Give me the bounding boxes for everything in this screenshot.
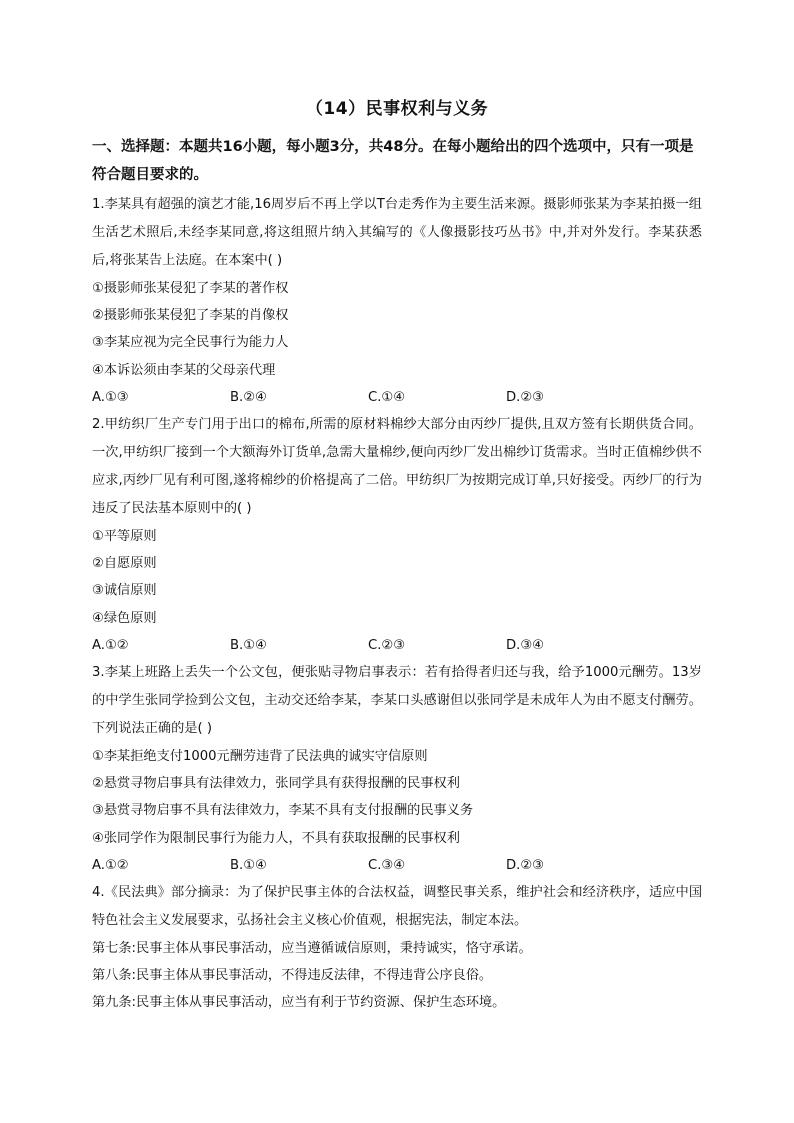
option-c: C.②③ bbox=[368, 637, 406, 653]
question-item: ②悬赏寻物启事具有法律效力，张同学具有获得报酬的民事权利 bbox=[92, 776, 460, 792]
answer-options bbox=[92, 852, 702, 879]
question-item: ④本诉讼须由李某的父母亲代理 bbox=[92, 362, 276, 378]
option-b: B.①④ bbox=[230, 857, 267, 873]
law-article: 第九条:民事主体从事民事活动，应当有利于节约资源、保护生态环境。 bbox=[92, 995, 506, 1011]
question-3 bbox=[92, 659, 702, 879]
question-item: ②自愿原则 bbox=[92, 556, 157, 572]
question-stem: 3.李某上班路上丢失一个公文包，便张贴寻物启事表示：若有拾得者归还与我，给予1000元酬劳。13岁的中学生张同学捡到公文包，主动交还给李某，李某口头感谢但以张同学是未成年人为由不愿支付酬劳。下列说法正确的是( ) bbox=[92, 665, 702, 737]
question-4 bbox=[92, 879, 702, 1017]
question-item: ④绿色原则 bbox=[92, 610, 157, 626]
question-item: ③李某应视为完全民事行为能力人 bbox=[92, 335, 289, 351]
option-b: B.①④ bbox=[230, 637, 267, 653]
option-d: D.②③ bbox=[506, 857, 544, 873]
option-d: D.③④ bbox=[506, 637, 544, 653]
answer-options bbox=[92, 632, 702, 659]
question-item: ③诚信原则 bbox=[92, 583, 157, 599]
option-a: A.①② bbox=[92, 857, 129, 873]
option-c: C.①④ bbox=[368, 389, 406, 405]
question-item: ①摄影师张某侵犯了李某的著作权 bbox=[92, 281, 289, 296]
option-d: D.②③ bbox=[506, 389, 544, 405]
option-b: B.②④ bbox=[230, 389, 267, 405]
page-title: （14）民事权利与义务 bbox=[305, 99, 489, 119]
section-heading: 一、选择题：本题共16小题，每小题3分，共48分。在每小题给出的四个选项中，只有一项是符合题目要求的。 bbox=[92, 139, 694, 183]
question-item: ①李某拒绝支付1000元酬劳违背了民法典的诚实守信原则 bbox=[92, 749, 428, 765]
question-stem: 1.李某具有超强的演艺才能,16周岁后不再上学以T台走秀作为主要生活来源。摄影师张某为李某拍摄一组生活艺术照后,未经李某同意,将这组照片纳入其编写的《人像摄影技巧丛书》中,并对外发行。李某获悉后,将张某告上法庭。在本案中( ) bbox=[92, 197, 702, 268]
law-article: 第七条:民事主体从事民事活动，应当遵循诚信原则，秉持诚实，恪守承诺。 bbox=[92, 941, 532, 957]
law-article: 第八条:民事主体从事民事活动，不得违反法律，不得违背公序良俗。 bbox=[92, 968, 493, 984]
question-1 bbox=[92, 191, 702, 411]
question-item: ①平等原则 bbox=[92, 529, 157, 545]
option-a: A.①③ bbox=[92, 389, 129, 405]
question-stem: 4.《民法典》部分摘录：为了保护民事主体的合法权益，调整民事关系，维护社会和经济秩序，适应中国特色社会主义发展要求，弘扬社会主义核心价值观，根据宪法，制定本法。 bbox=[92, 885, 702, 929]
question-stem: 2.甲纺织厂生产专门用于出口的棉布,所需的原材料棉纱大部分由丙纱厂提供,且双方签有长期供货合同。一次,甲纺织厂接到一个大额海外订货单,急需大量棉纱,便向丙纱厂发出棉纱订货需求。当时正值棉纱供不应求,丙纱厂见有利可图,遂将棉纱的价格提高了二倍。甲纺织厂为按期完成订单,只好接受。丙纱厂的行为违反了民法基本原则中的( ) bbox=[92, 417, 702, 517]
question-2 bbox=[92, 411, 702, 659]
answer-options bbox=[92, 384, 702, 411]
question-item: ②摄影师张某侵犯了李某的肖像权 bbox=[92, 308, 289, 324]
option-c: C.③④ bbox=[368, 857, 406, 873]
question-item: ③悬赏寻物启事不具有法律效力，李某不具有支付报酬的民事义务 bbox=[92, 803, 474, 819]
question-item: ④张同学作为限制民事行为能力人，不具有获取报酬的民事权利 bbox=[92, 830, 460, 846]
option-a: A.①② bbox=[92, 637, 129, 653]
